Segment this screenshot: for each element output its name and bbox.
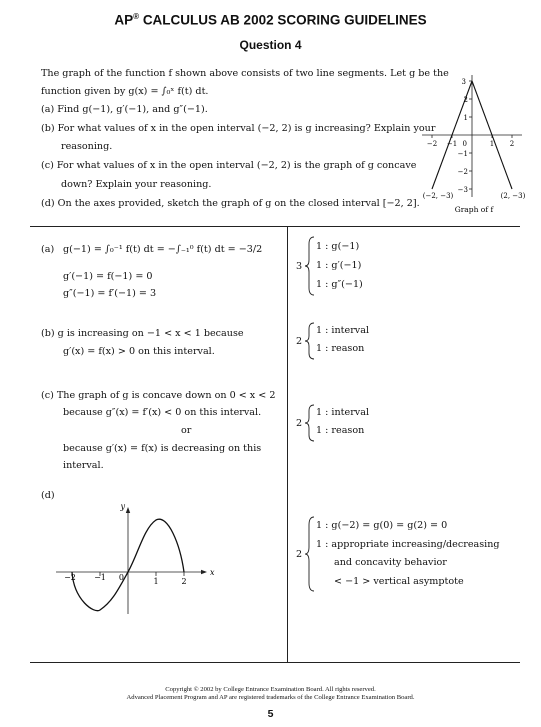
solution-a-line3: g″(−1) = f′(−1) = 3 — [63, 288, 157, 299]
f-xtick-neg1: −1 — [446, 140, 458, 148]
f-ytick-2: 2 — [463, 96, 468, 104]
rubric-b-item1: 1 : interval — [316, 325, 370, 336]
rubric-d-item3: < −1 > vertical asymptote — [334, 576, 464, 587]
rubric-c-brace — [304, 404, 316, 442]
rubric-d-item1: 1 : g(−2) = g(0) = g(2) = 0 — [316, 520, 448, 531]
problem-part-d: (d) On the axes provided, sketch the graph of g on the closed interval [−2, 2]. — [41, 198, 420, 209]
f-ytick-1: 1 — [463, 114, 468, 122]
question-number: Question 4 — [239, 38, 302, 52]
g-tick-2: 2 — [181, 577, 187, 586]
rubric-divider — [287, 226, 288, 662]
solution-c-line2: because g″(x) = f′(x) < 0 on this interval. — [63, 407, 262, 418]
registered-mark: ® — [133, 12, 140, 21]
g-tick-neg2: −2 — [64, 573, 76, 582]
rubric-b-item2: 1 : reason — [316, 343, 365, 354]
f-ytick-3: 3 — [461, 78, 466, 86]
solution-c-line3: because g′(x) = f(x) is decreasing on this — [63, 443, 262, 454]
title-prefix: AP — [114, 12, 134, 28]
solution-c-line1: (c) The graph of g is concave down on 0 < x < 2 — [41, 390, 276, 401]
rubric-d-item2: 1 : appropriate increasing/decreasing — [316, 539, 500, 550]
solution-d-label: (d) — [41, 490, 55, 501]
rubric-a-item2: 1 : g′(−1) — [316, 260, 362, 271]
f-ytick-neg2: −2 — [457, 168, 468, 176]
g-axis-x-label: x — [210, 568, 215, 577]
page-title — [0, 12, 541, 28]
f-ytick-neg3: −3 — [457, 186, 468, 194]
problem-intro-line1: The graph of the function f shown above consists of two line segments. Let g be the — [41, 68, 449, 79]
solution-a-label: (a) — [41, 244, 55, 255]
rubric-c-item2: 1 : reason — [316, 425, 365, 436]
g-tick-0: 0 — [118, 573, 124, 582]
f-xtick-0: 0 — [462, 140, 467, 148]
rubric-b-points: 2 — [296, 336, 303, 347]
rubric-c-item1: 1 : interval — [316, 407, 370, 418]
f-point-left-label: (−2, −3) — [422, 192, 454, 200]
f-point-right-label: (2, −3) — [500, 192, 526, 200]
solution-c-line4: interval. — [63, 460, 104, 471]
f-xtick-2: 2 — [509, 140, 515, 148]
graph-of-f — [418, 72, 528, 217]
problem-part-a: (a) Find g(−1), g′(−1), and g″(−1). — [41, 104, 208, 115]
copyright-line1: Copyright © 2002 by College Entrance Examination Board. All rights reserved. — [165, 686, 376, 693]
problem-part-b-line2: reasoning. — [61, 141, 113, 152]
f-graph-caption: Graph of f — [454, 205, 494, 214]
rubric-a-points: 3 — [296, 261, 303, 272]
g-tick-1: 1 — [153, 577, 159, 586]
g-axis-y-label: y — [120, 502, 125, 511]
page-number: 5 — [267, 708, 274, 720]
rubric-d-item2-cont: and concavity behavior — [334, 557, 447, 568]
problem-intro-line2: function given by g(x) = ∫₀ˣ f(t) dt. — [41, 86, 209, 97]
rubric-b-brace — [304, 322, 316, 360]
rubric-a-item1: 1 : g(−1) — [316, 241, 360, 252]
rubric-a-brace — [304, 236, 316, 296]
rubric-a-item3: 1 : g″(−1) — [316, 279, 363, 290]
bottom-divider — [30, 662, 520, 663]
graph-of-g-sketch — [52, 500, 217, 618]
solution-b-line1: (b) g is increasing on −1 < x < 1 because — [41, 328, 244, 339]
problem-part-c-line2: down? Explain your reasoning. — [61, 179, 212, 190]
problem-part-b-line1: (b) For what values of x in the open interval (−2, 2) is g increasing? Explain your — [41, 123, 436, 134]
rubric-c-points: 2 — [296, 418, 303, 429]
rubric-d-points: 2 — [296, 549, 303, 560]
f-xtick-neg2: −2 — [426, 140, 438, 148]
f-xtick-1: 1 — [489, 140, 495, 148]
g-tick-neg1: −1 — [94, 573, 106, 582]
solution-a-line2: g′(−1) = f(−1) = 0 — [63, 271, 153, 282]
solution-b-line2: g′(x) = f(x) > 0 on this interval. — [63, 346, 215, 357]
f-ytick-neg1: −1 — [457, 150, 468, 158]
title-main: CALCULUS AB 2002 SCORING GUIDELINES — [142, 12, 427, 28]
solution-a-line1: g(−1) = ∫₀⁻¹ f(t) dt = −∫₋₁⁰ f(t) dt = −3/2 — [63, 244, 263, 255]
solution-c-or: or — [181, 425, 192, 436]
problem-part-c-line1: (c) For what values of x in the open interval (−2, 2) is the graph of g concave — [41, 160, 417, 171]
section-divider — [30, 226, 520, 227]
rubric-d-brace — [304, 516, 316, 592]
copyright-line2: Advanced Placement Program and AP are registered trademarks of the College Entrance Examination Board. — [126, 694, 415, 701]
